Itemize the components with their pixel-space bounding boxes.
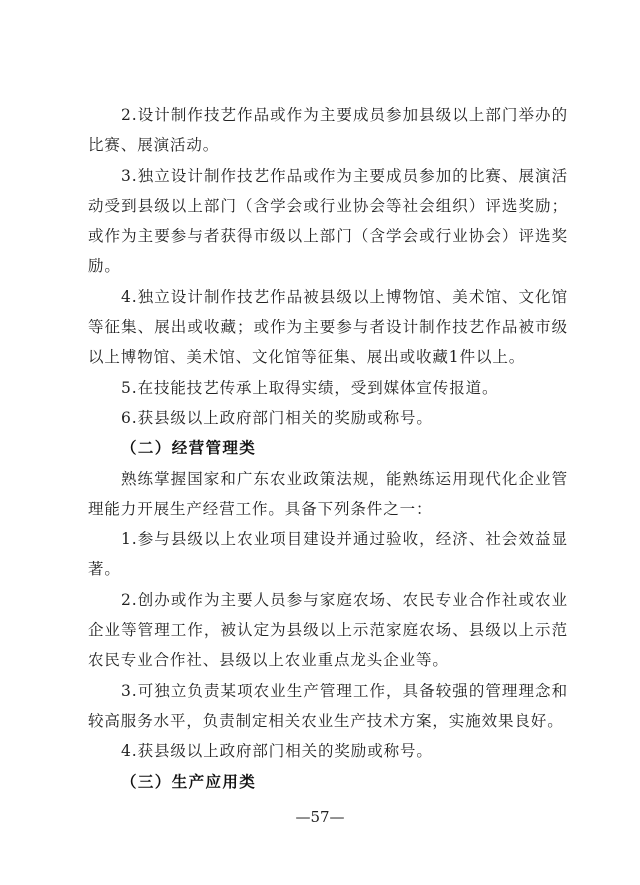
paragraph-craft-item-3: 3.独立设计制作技艺作品或作为主要成员参加的比赛、展演活动受到县级以上部门（含学会或行业协会等社会组织）评选奖励；或作为主要参与者获得市级以上部门（含学会或行业协会）评选奖励。: [88, 166, 568, 276]
paragraph-management-item-1: 1.参与县级以上农业项目建设并通过验收，经济、社会效益显著。: [88, 530, 568, 579]
document-body: [88, 100, 568, 797]
section-heading-production: （三）生产应用类: [121, 772, 257, 791]
paragraph-management-item-4: 4.获县级以上政府部门相关的奖励或称号。: [121, 742, 433, 761]
paragraph-craft-item-5: 5.在技能技艺传承上取得实绩，受到媒体宣传报道。: [121, 378, 499, 397]
section-heading-management: （二）经营管理类: [121, 439, 257, 458]
paragraph-craft-item-4: 4.独立设计制作技艺作品被县级以上博物馆、美术馆、文化馆等征集、展出或收藏；或作为主要参与者设计制作技艺作品被市级以上博物馆、美术馆、文化馆等征集、展出或收藏1件以上。: [88, 287, 568, 367]
paragraph-management-item-3: 3.可独立负责某项农业生产管理工作，具备较强的管理理念和较高服务水平，负责制定相关农业生产技术方案，实施效果良好。: [88, 681, 568, 730]
paragraph-management-intro: 熟练掌握国家和广东农业政策法规，能熟练运用现代化企业管理能力开展生产经营工作。具备下列条件之一：: [88, 469, 568, 518]
paragraph-craft-item-2: 2.设计制作技艺作品或作为主要成员参加县级以上部门举办的比赛、展演活动。: [88, 106, 568, 155]
paragraph-management-item-2: 2.创办或作为主要人员参与家庭农场、农民专业合作社或农业企业等管理工作，被认定为县级以上示范家庭农场、县级以上示范农民专业合作社、县级以上农业重点龙头企业等。: [88, 590, 568, 670]
page-number: —57—: [295, 808, 345, 826]
paragraph-craft-item-6: 6.获县级以上政府部门相关的奖励或称号。: [121, 408, 433, 427]
